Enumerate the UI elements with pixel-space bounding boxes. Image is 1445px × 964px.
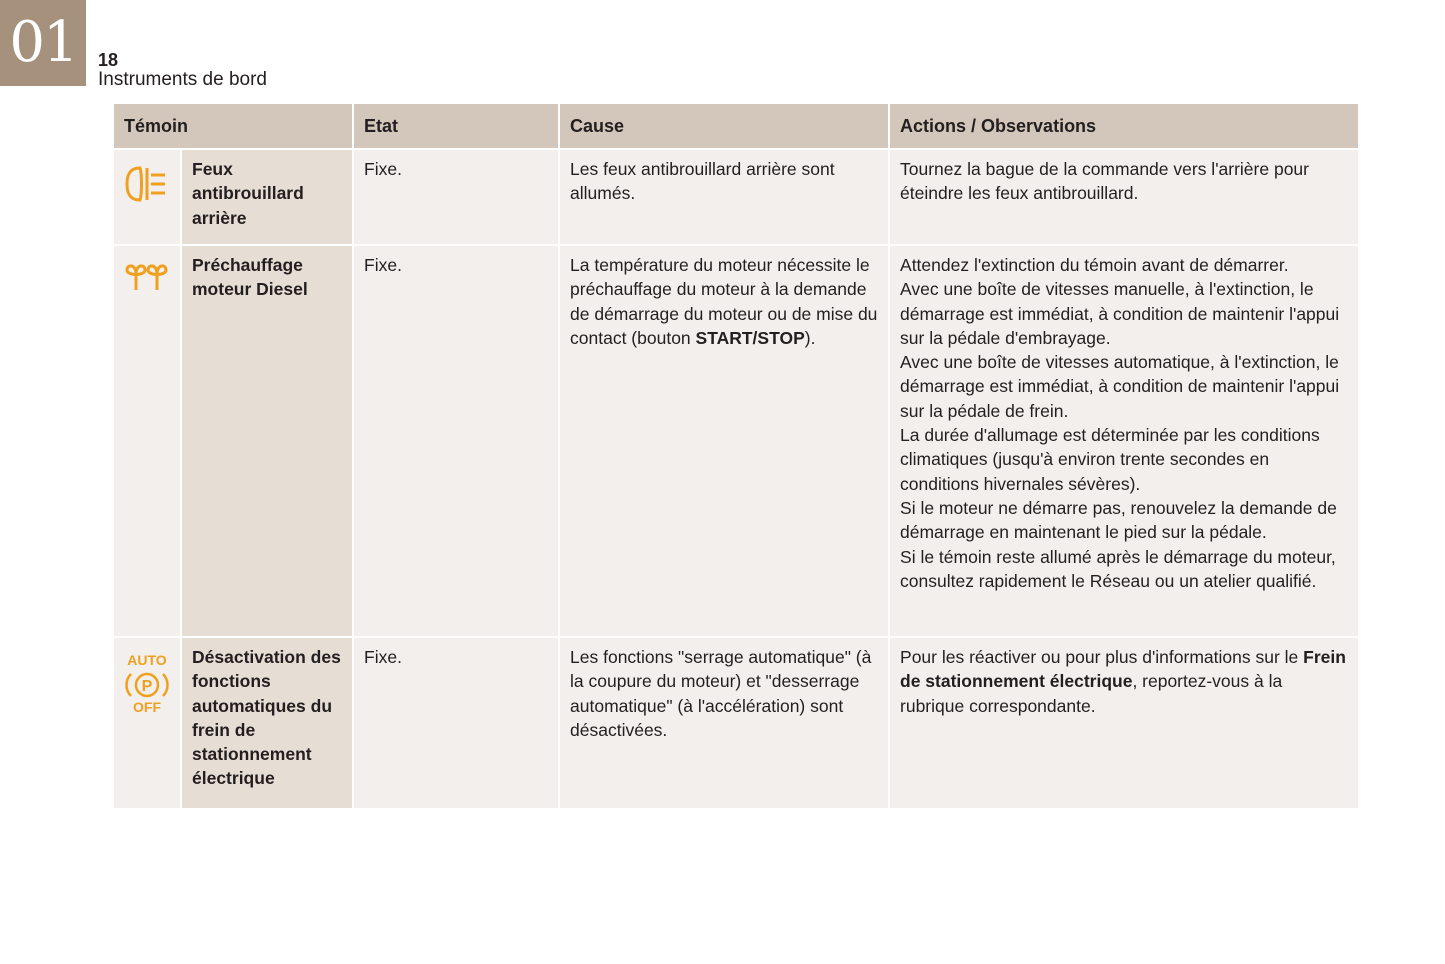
diesel-preheating-icon xyxy=(114,260,180,294)
table-row xyxy=(114,246,1358,636)
action-line: Si le témoin reste allumé après le démarrage du moteur, consultez rapidement le Réseau ou un atelier qualifié. xyxy=(900,546,1336,591)
icon-off-text: OFF xyxy=(133,699,161,715)
action-line: La durée d'allumage est déterminée par les conditions climatiques (jusqu'à environ trente secondes en conditions hivernales sévères). xyxy=(900,425,1320,494)
warning-state: Fixe. xyxy=(354,246,558,636)
icon-cell xyxy=(114,246,180,636)
warning-name: Feux antibrouillard arrière xyxy=(182,150,352,244)
action-line: Attendez l'extinction du témoin avant de démarrer. xyxy=(900,255,1289,275)
warning-cause: Les fonctions "serrage automatique" (à la coupure du moteur) et "desserrage automatique" (à l'accélération) sont désactivées. xyxy=(560,638,888,808)
header-temoin: Témoin xyxy=(114,104,352,148)
icon-p-text: P xyxy=(141,678,153,695)
actions-text-end: , reportez-vous à la rubrique correspondante. xyxy=(900,671,1283,716)
rear-fog-light-icon xyxy=(114,164,180,204)
warning-lights-table xyxy=(112,102,1360,810)
warning-actions: Tournez la bague de la commande vers l'arrière pour éteindre les feux antibrouillard. xyxy=(890,150,1358,244)
page-title: Instruments de bord xyxy=(98,69,267,90)
warning-actions xyxy=(890,638,1358,808)
table-header-row xyxy=(114,104,1358,148)
warning-name: Désactivation des fonctions automatiques du frein de stationnement électrique xyxy=(182,638,352,808)
table-row xyxy=(114,150,1358,244)
page-number: 18 xyxy=(98,50,119,70)
warning-cause: Les feux antibrouillard arrière sont allumés. xyxy=(560,150,888,244)
warning-state: Fixe. xyxy=(354,638,558,808)
chapter-tab: 01 xyxy=(0,0,86,86)
icon-auto-text: AUTO xyxy=(127,652,167,668)
action-line: Avec une boîte de vitesses manuelle, à l'extinction, le démarrage est immédiat, à condition de maintenir l'appui sur la pédale d'embrayage. xyxy=(900,279,1340,348)
start-stop-label: START/STOP xyxy=(695,327,805,348)
icon-cell xyxy=(114,150,180,244)
cause-text: La température du moteur nécessite le préchauffage du moteur à la demande de démarrage du moteur ou de mise du contact (bouton xyxy=(570,255,878,348)
table-row xyxy=(114,638,1358,808)
action-line: Avec une boîte de vitesses automatique, à l'extinction, le démarrage est immédiat, à condition de maintenir l'appui sur la pédale de frein. xyxy=(900,352,1340,421)
action-line: Si le moteur ne démarre pas, renouvelez la demande de démarrage en maintenant le pied sur la pédale. xyxy=(900,497,1337,543)
actions-text: Pour les réactiver ou pour plus d'informations sur le xyxy=(900,647,1304,667)
header-etat: Etat xyxy=(354,104,558,148)
icon-cell xyxy=(114,638,180,808)
header-cause: Cause xyxy=(560,104,888,148)
parking-brake-link-text: Frein de stationnement électrique xyxy=(900,647,1346,692)
auto-parking-brake-off-icon xyxy=(114,652,180,716)
cause-text-end: ). xyxy=(804,327,816,348)
warning-state: Fixe. xyxy=(354,150,558,244)
warning-cause xyxy=(560,246,888,636)
warning-actions xyxy=(890,246,1358,636)
header-actions: Actions / Observations xyxy=(890,104,1358,148)
warning-name: Préchauffage moteur Diesel xyxy=(182,246,352,636)
